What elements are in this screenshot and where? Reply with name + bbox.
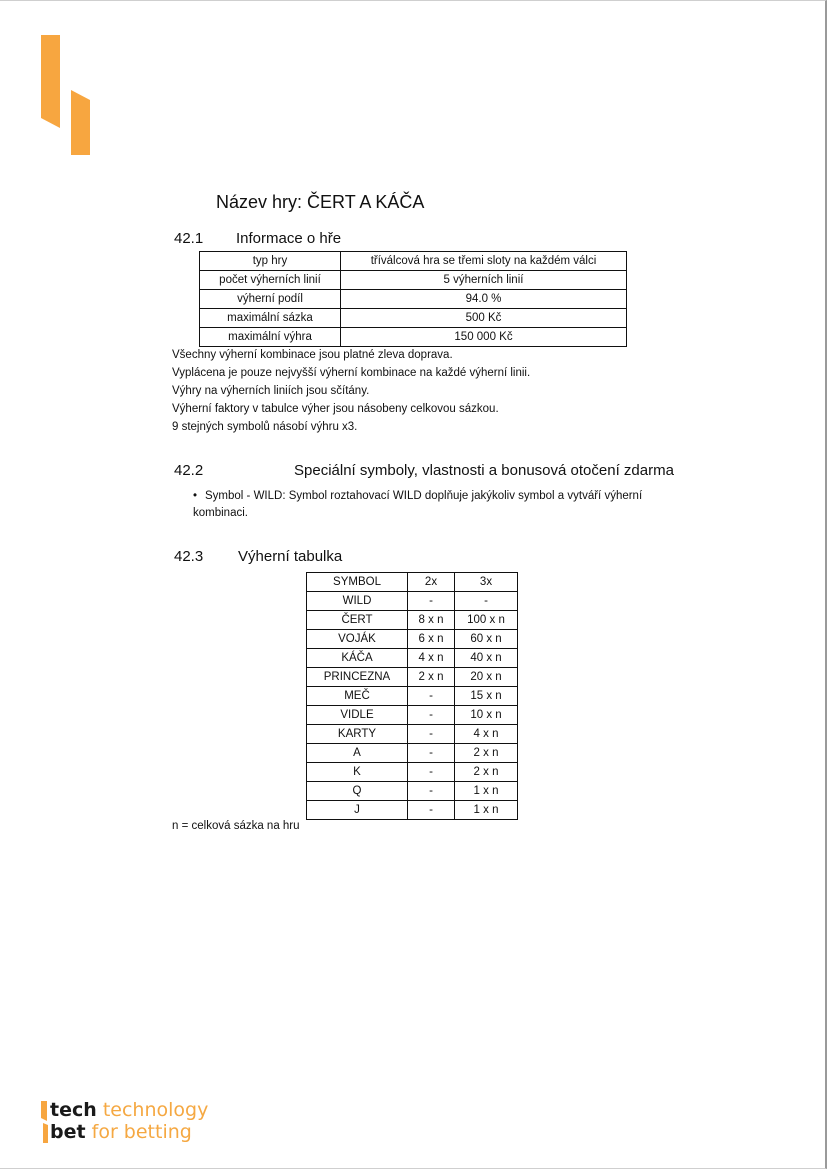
payout-cell: 40 x n [455,649,518,668]
table-row [307,744,518,763]
info-label: typ hry [200,252,341,271]
symbol-cell: VIDLE [307,706,408,725]
table-row [200,328,627,347]
payout-cell: - [408,763,455,782]
special-symbol-item [193,488,663,522]
payout-cell: 100 x n [455,611,518,630]
column-header: SYMBOL [307,573,408,592]
symbol-cell: WILD [307,592,408,611]
info-label: výherní podíl [200,290,341,309]
brand-bar-icon [41,1101,49,1143]
payout-cell: 1 x n [455,782,518,801]
section-title: Výherní tabulka [238,548,343,565]
brand-technology: technology [102,1099,209,1121]
payout-cell: 15 x n [455,687,518,706]
table-header-row [307,573,518,592]
brand-for-betting: for betting [91,1121,192,1143]
section-title: Informace o hře [236,230,342,247]
payout-cell: - [408,782,455,801]
symbol-cell: J [307,801,408,820]
payout-cell: - [408,592,455,611]
table-row [307,649,518,668]
section-heading-42-3 [174,548,343,566]
footnote: n = celková sázka na hru [172,820,300,832]
brand-line-2 [50,1122,192,1143]
symbol-cell: ČERT [307,611,408,630]
info-label: počet výherních linií [200,271,341,290]
brand-tech: tech [50,1099,97,1121]
section-number: 42.3 [174,548,204,565]
table-row [307,687,518,706]
document-title: Název hry: ČERT A KÁČA [216,192,425,212]
payout-cell: - [408,725,455,744]
table-row [200,290,627,309]
table-row [307,630,518,649]
payout-cell: 4 x n [408,649,455,668]
rule-line: 9 stejných symbolů násobí výhru x3. [172,421,358,433]
symbol-cell: K [307,763,408,782]
symbol-cell: A [307,744,408,763]
symbol-cell: KARTY [307,725,408,744]
brand-bet: bet [50,1121,86,1143]
payout-cell: 20 x n [455,668,518,687]
paytable [306,572,518,820]
table-row [307,763,518,782]
rule-line: Výherní faktory v tabulce výher jsou násobeny celkovou sázkou. [172,403,499,415]
payout-cell: - [408,687,455,706]
symbol-cell: MEČ [307,687,408,706]
rule-line: Vyplácena je pouze nejvyšší výherní kombinace na každé výherní linii. [172,367,531,379]
payout-cell: - [455,592,518,611]
rule-line: Všechny výherní kombinace jsou platné zleva doprava. [172,349,453,361]
table-row [307,611,518,630]
section-heading-42-2 [174,462,674,480]
symbol-cell: PRINCEZNA [307,668,408,687]
symbol-cell: VOJÁK [307,630,408,649]
table-row [307,801,518,820]
game-info-table [199,251,627,347]
table-row [307,725,518,744]
symbol-cell: Q [307,782,408,801]
special-symbol-text: Symbol - WILD: Symbol roztahovací WILD doplňuje jakýkoliv symbol a vytváří výherní kombinaci. [193,490,643,519]
section-number: 42.2 [174,462,204,479]
payout-cell: 2 x n [455,763,518,782]
rule-line: Výhry na výherních liniích jsou sčítány. [172,385,370,397]
bullet-icon: • [193,490,198,502]
payout-cell: 4 x n [455,725,518,744]
payout-cell: 10 x n [455,706,518,725]
brand-line-1 [50,1100,208,1121]
payout-cell: - [408,706,455,725]
payout-cell: 6 x n [408,630,455,649]
symbol-cell: KÁČA [307,649,408,668]
payout-cell: 60 x n [455,630,518,649]
column-header: 2x [408,573,455,592]
section-title: Speciální symboly, vlastnosti a bonusová otočení zdarma [294,462,674,479]
table-row [307,592,518,611]
payout-cell: 2 x n [455,744,518,763]
techbet-brand-logo [41,1100,241,1146]
info-value: tříválcová hra se třemi sloty na každém válci [341,252,627,271]
info-value: 5 výherních linií [341,271,627,290]
brand-mark-logo [40,34,92,156]
section-number: 42.1 [174,230,204,247]
table-row [307,706,518,725]
table-row [200,309,627,328]
table-row [307,782,518,801]
payout-cell: 1 x n [455,801,518,820]
column-header: 3x [455,573,518,592]
table-row [307,668,518,687]
section-heading-42-1 [174,230,342,248]
payout-cell: 2 x n [408,668,455,687]
info-value: 94.0 % [341,290,627,309]
info-value: 150 000 Kč [341,328,627,347]
payout-cell: 8 x n [408,611,455,630]
table-row [200,252,627,271]
payout-cell: - [408,744,455,763]
info-label: maximální výhra [200,328,341,347]
info-label: maximální sázka [200,309,341,328]
rules-list [172,346,530,436]
info-value: 500 Kč [341,309,627,328]
table-row [200,271,627,290]
payout-cell: - [408,801,455,820]
